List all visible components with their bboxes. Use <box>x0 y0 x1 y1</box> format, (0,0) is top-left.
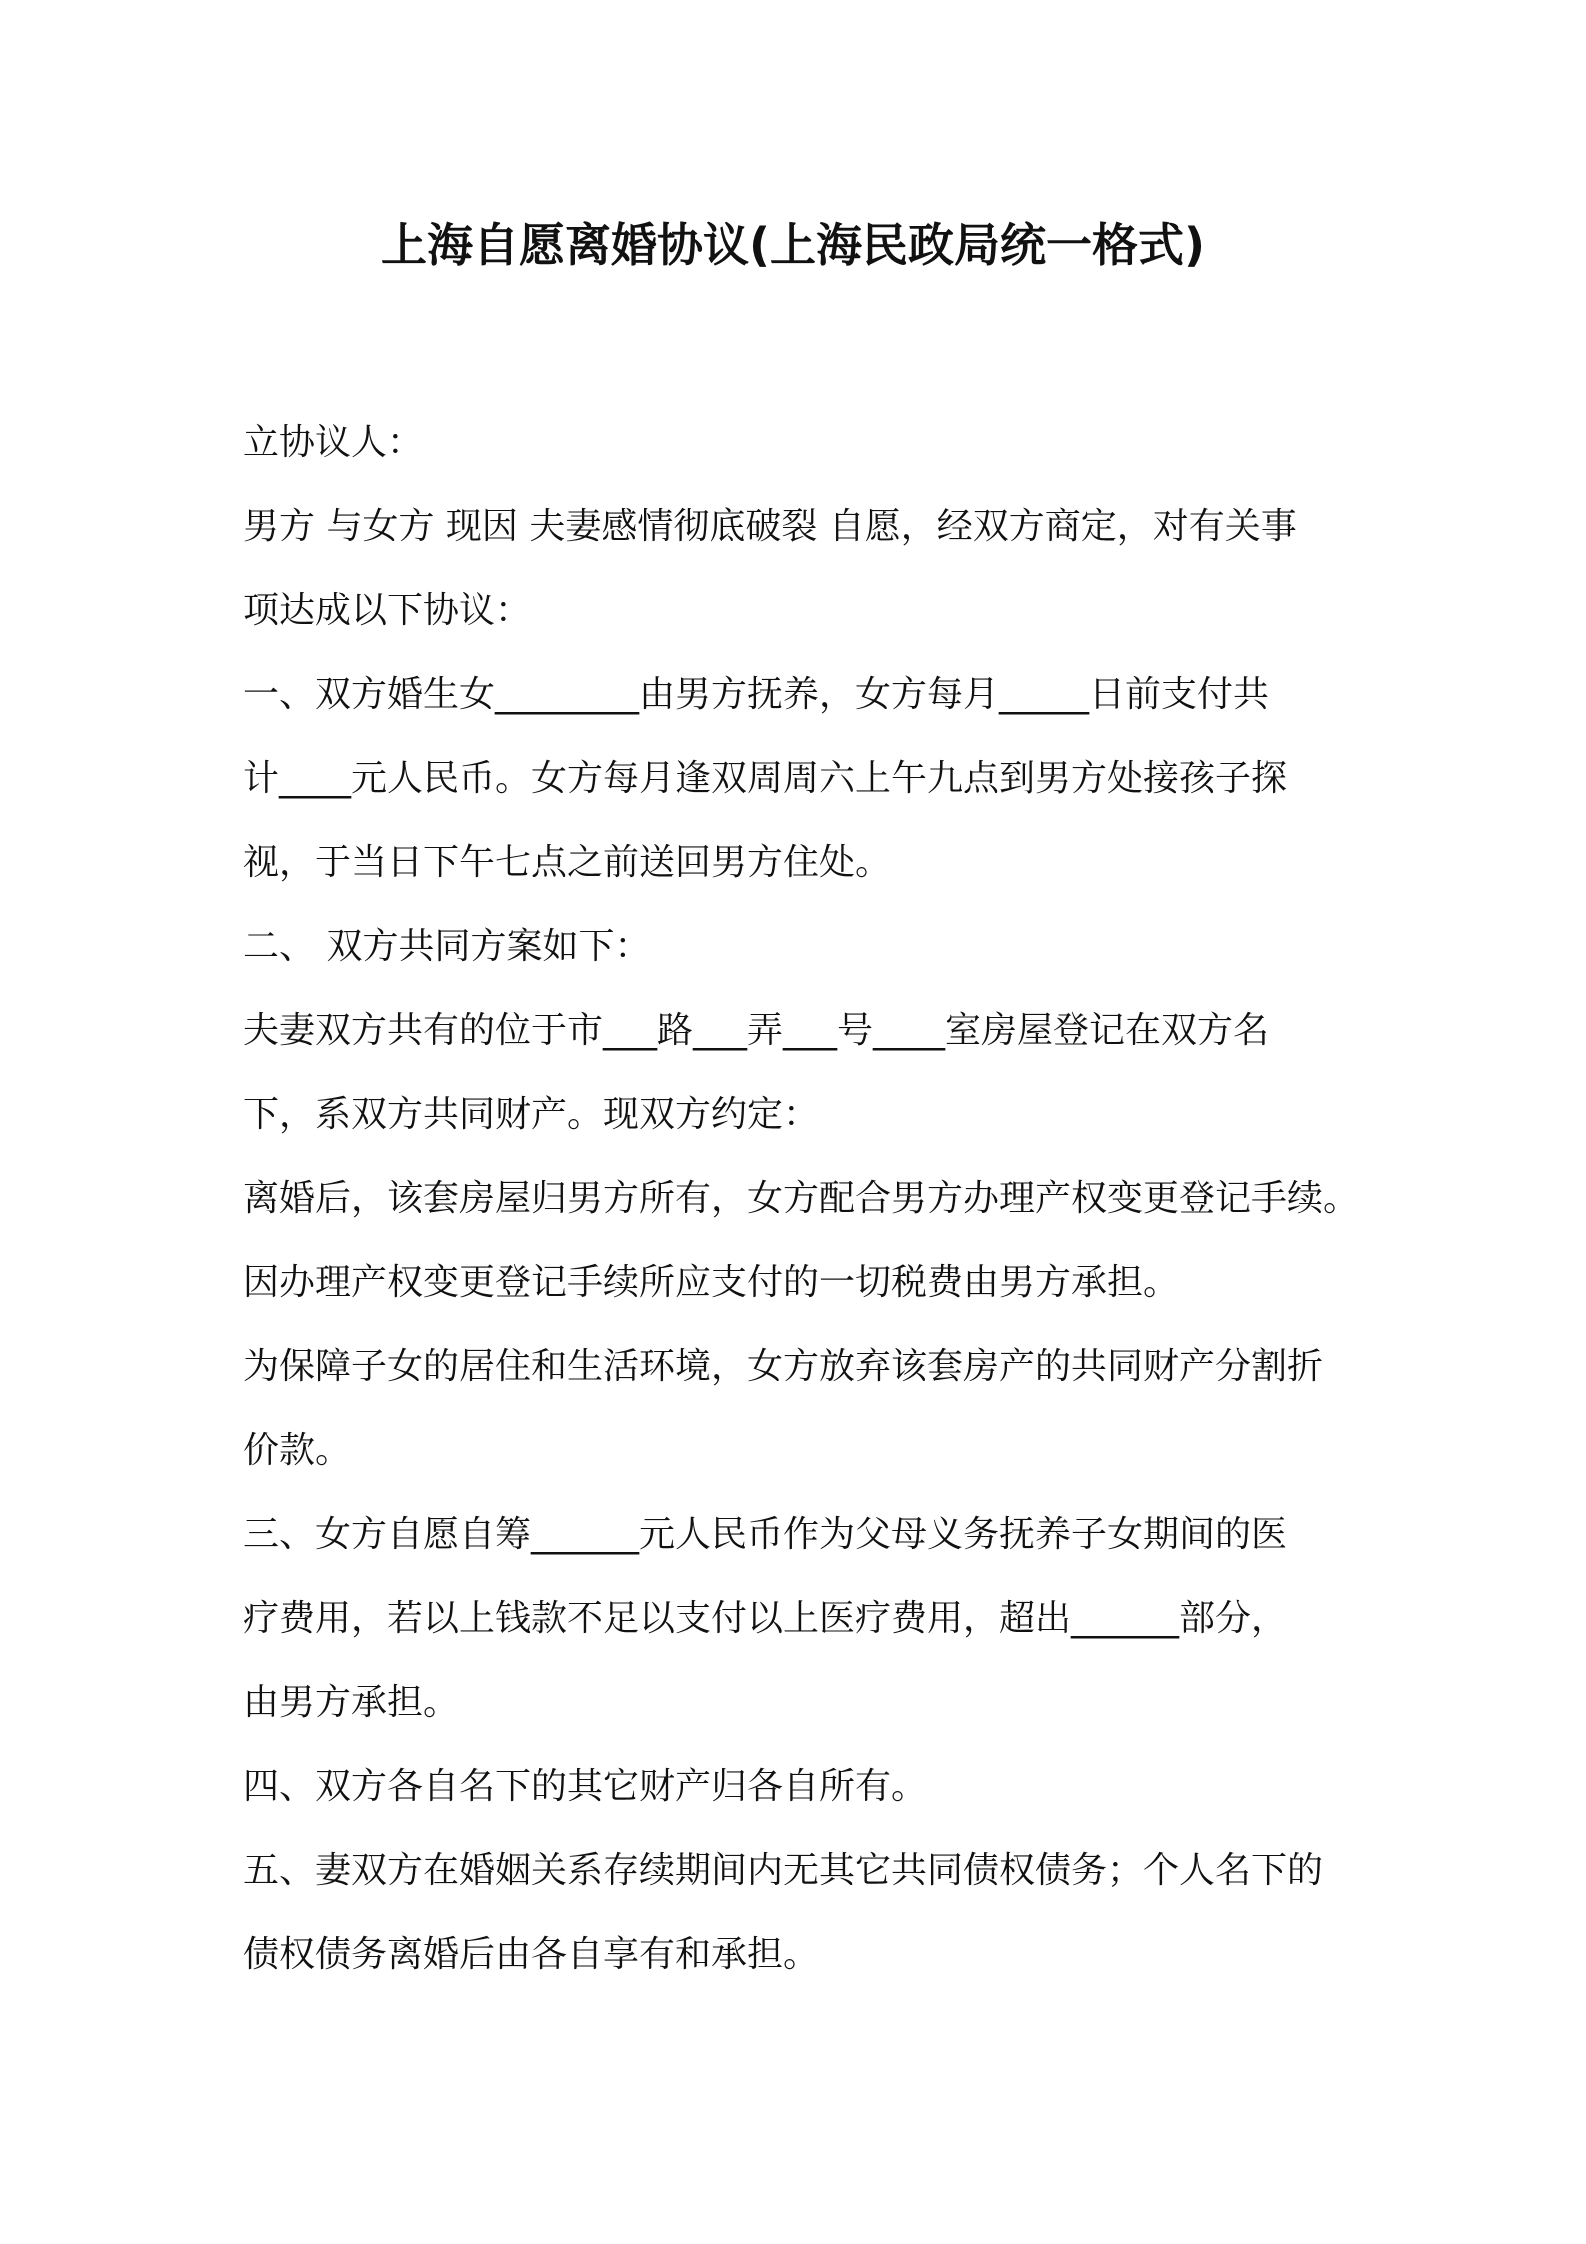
text-line: 债权债务离婚后由各自享有和承担。 <box>243 1934 820 1975</box>
text-line: 夫妻双方共有的位于市___路___弄___号____室房屋登记在双方名 <box>243 1010 1270 1051</box>
text-line: 二、 双方共同方案如下： <box>243 926 651 967</box>
text-line: 五、妻双方在婚姻关系存续期间内无其它共同债权债务；个人名下的 <box>243 1850 1324 1891</box>
text-line: 价款。 <box>243 1430 352 1471</box>
text-line: 疗费用，若以上钱款不足以支付以上医疗费用，超出______部分， <box>243 1598 1288 1639</box>
text-line: 一、双方婚生女________由男方抚养，女方每月_____日前支付共 <box>243 674 1270 715</box>
text-line: 由男方承担。 <box>243 1682 460 1723</box>
text-line: 为保障子女的居住和生活环境，女方放弃该套房产的共同财产分割折 <box>243 1346 1324 1387</box>
text-line: 下，系双方共同财产。现双方约定： <box>243 1094 820 1135</box>
text-line: 四、双方各自名下的其它财产归各自所有。 <box>243 1766 928 1807</box>
document-body <box>243 401 1358 1997</box>
text-line: 项达成以下协议： <box>243 590 532 631</box>
text-line: 三、女方自愿自筹______元人民币作为父母义务抚养子女期间的医 <box>243 1514 1288 1555</box>
text-line: 计____元人民币。女方每月逢双周周六上午九点到男方处接孩子探 <box>243 758 1288 799</box>
text-line: 立协议人： <box>243 422 424 463</box>
document-title: 上海自愿离婚协议(上海民政局统一格式) <box>380 218 1206 272</box>
text-line: 因办理产权变更登记手续所应支付的一切税费由男方承担。 <box>243 1262 1180 1303</box>
text-line: 男方 与女方 现因 夫妻感情彻底破裂 自愿，经双方商定，对有关事 <box>243 506 1297 547</box>
text-line: 离婚后，该套房屋归男方所有，女方配合男方办理产权变更登记手续。 <box>243 1178 1360 1219</box>
text-line: 视，于当日下午七点之前送回男方住处。 <box>243 842 892 883</box>
